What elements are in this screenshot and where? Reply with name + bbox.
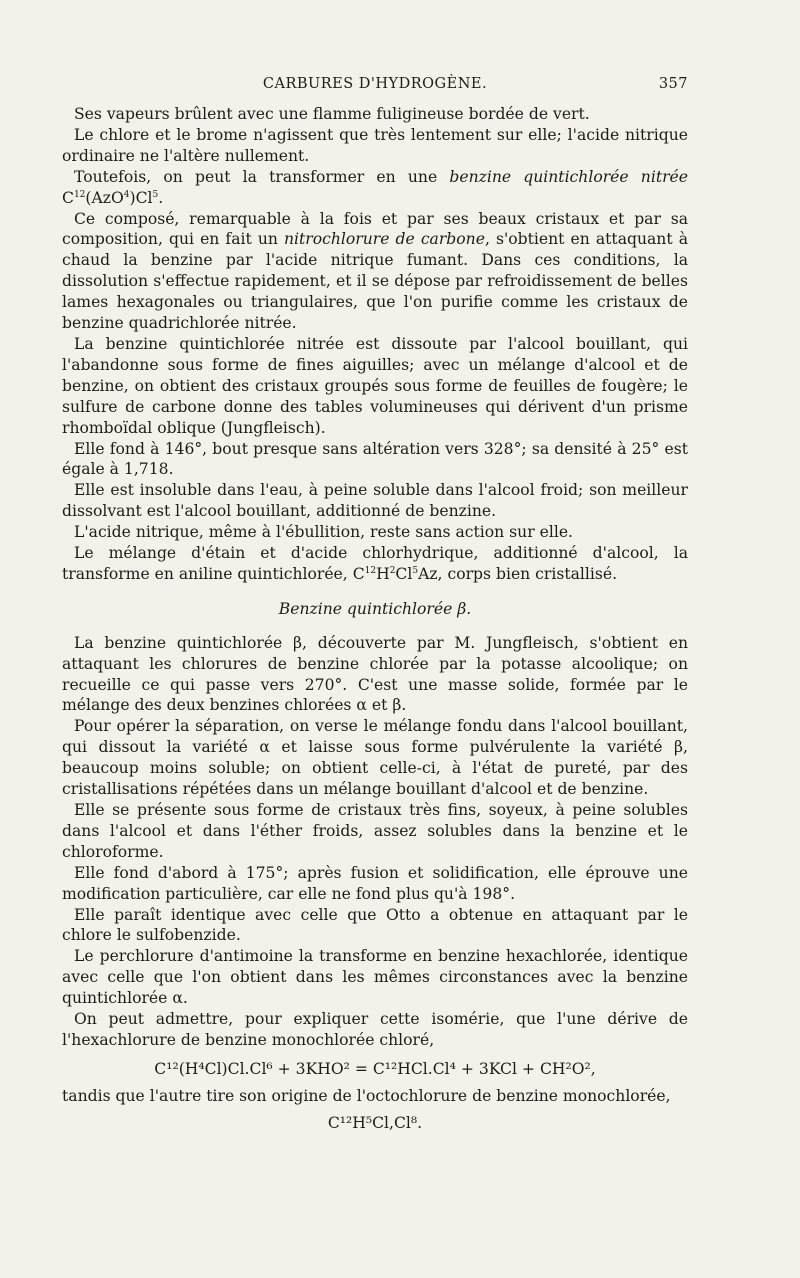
page-header [62,76,688,98]
paragraph: Elle est insoluble dans l'eau, à peine soluble dans l'alcool froid; son meilleur dissolvant est l'alcool bouillant, additionné de benzine. [62,481,688,521]
paragraph: Pour opérer la séparation, on verse le mélange fondu dans l'alcool bouillant, qui dissout la variété α et laisse sous forme pulvérulente la variété β, beaucoup moins soluble; on obtient celle-ci, à l'état de pureté, par des cristallisations répétées dans un mélange bouillant d'alcool et de benzine. [62,717,688,799]
paragraph: Elle fond à 146°, bout presque sans altération vers 328°; sa densité à 25° est égale à 1,718. [62,439,688,479]
superscript: 12 [73,189,86,200]
formula-run: Cl [395,564,413,583]
formula-run: C [62,188,74,207]
chemical-equation: C¹²(H⁴Cl)Cl.Cl⁶ + 3KHO² = C¹²HCl.Cl⁴ + 3KCl + CH²O², [154,1059,596,1078]
paragraph: Ses vapeurs brûlent avec une flamme fuligineuse bordée de vert. [74,105,590,123]
superscript: 2 [389,565,396,576]
paragraph: On peut admettre, pour expliquer cette isomérie, que l'une dérive de l'hexachlorure de benzine monochlorée chloré, [62,1010,688,1049]
formula-run: )Cl [129,188,153,207]
paragraph: Le chlore et le brome n'agissent que très lentement sur elle; l'acide nitrique ordinaire ne l'altère nullement. [62,125,688,165]
text-run: Toutefois, on peut la transformer en une [74,167,450,186]
formula-run: (AzO [85,188,124,207]
paragraph: La benzine quintichlorée β, découverte par M. Jungfleisch, s'obtient en attaquant les chlorures de benzine chlorée par la potasse alcoolique; on recueille ce qui passe vers 270°. C'est une masse solide, formée par le mélange des deux benzines chlorées α et β. [62,633,688,715]
text-run: Ce composé, remarquable à la fois et par ses beaux cristaux et par sa composition, qui en fait un [62,209,688,249]
paragraph: tandis que l'autre tire son origine de l'octochlorure de benzine monochlorée, [62,1086,671,1105]
text-run: Le mélange d'étain et d'acide chlorhydrique, additionné d'alcool, la transforme en aniline quintichlorée, C [62,544,688,583]
paragraph: Le perchlorure d'antimoine la transforme en benzine hexachlorée, identique avec celle que l'on obtient dans les mêmes circonstances avec la benzine quintichlorée α. [62,947,688,1008]
running-title: CARBURES D'HYDROGÈNE. [262,76,488,92]
text-run: , s'obtient en attaquant à chaud la benzine par l'acide nitrique fumant. Dans ces conditions, la dissolution s'effectue rapidement, et il se dépose par refroidissement de belles lames hexagonales ou triangulaires, que l'on purifie comme les cristaux de benzine quadrichlorée nitrée. [62,230,688,333]
paragraph: La benzine quintichlorée nitrée est dissoute par l'alcool bouillant, qui l'abandonne sous forme de fines aiguilles; avec un mélange d'alcool et de benzine, on obtient des cristaux groupés sous forme de feuilles de fougère; le sulfure de carbone donne des tables volumineuses qui dérivent d'un prisme rhomboïdal oblique (Jungfleisch). [62,334,688,437]
paragraph: L'acide nitrique, même à l'ébullition, reste sans action sur elle. [74,523,574,542]
paragraph: Elle se présente sous forme de cristaux très fins, soyeux, à peine solubles dans l'alcool et dans l'éther froids, assez solubles dans la benzine et le chloroforme. [62,801,688,861]
superscript: 4 [123,189,130,200]
paragraph [62,167,688,209]
paragraph: Elle paraît identique avec celle que Otto a obtenue en attaquant par le chlore le sulfobenzide. [62,905,688,945]
text-run: Az, corps bien cristallisé. [418,564,618,583]
superscript: 12 [364,565,377,576]
paragraph [62,543,688,585]
superscript: 5 [152,189,159,200]
italic-term: benzine quintichlorée nitrée [449,167,688,186]
paragraph [62,209,688,334]
paragraph: Elle fond d'abord à 175°; après fusion et solidification, elle éprouve une modification particulière, car elle ne fond plus qu'à 198°. [62,863,688,903]
text-run: . [158,188,164,207]
italic-term: nitrochlorure de carbone [283,230,485,249]
page-number: 357 [658,76,688,92]
section-heading: Benzine quintichlorée β. [278,599,472,618]
superscript: 5 [412,565,419,576]
page-body [62,104,688,1134]
chemical-formula: C¹²H⁵Cl,Cl⁸. [327,1113,423,1132]
formula-run: H [376,564,390,583]
